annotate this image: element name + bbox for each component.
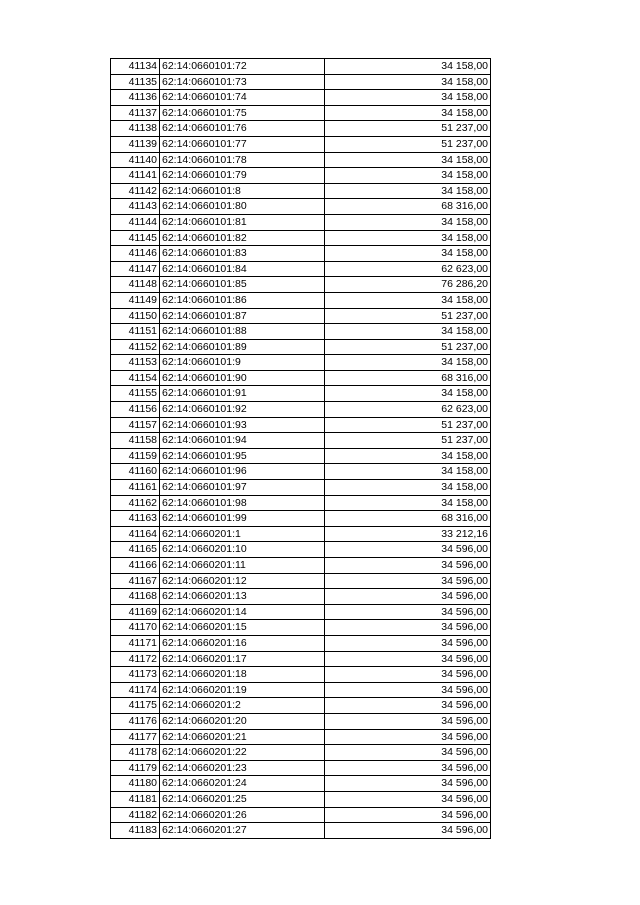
- table-row: [111, 433, 491, 449]
- value-cell: 68 316,00: [325, 511, 491, 527]
- table-row: [111, 651, 491, 667]
- row-id-cell: 41142: [111, 183, 160, 199]
- value-cell: 34 158,00: [325, 230, 491, 246]
- value-cell: 34 596,00: [325, 573, 491, 589]
- value-cell: 34 596,00: [325, 604, 491, 620]
- cadastral-number-cell: 62:14:0660101:73: [160, 74, 325, 90]
- cadastral-number-cell: 62:14:0660201:19: [160, 682, 325, 698]
- table-row: [111, 230, 491, 246]
- cadastral-number-cell: 62:14:0660201:21: [160, 729, 325, 745]
- row-id-cell: 41172: [111, 651, 160, 667]
- row-id-cell: 41175: [111, 698, 160, 714]
- cadastral-number-cell: 62:14:0660101:81: [160, 214, 325, 230]
- table-row: [111, 105, 491, 121]
- value-cell: 34 158,00: [325, 74, 491, 90]
- cadastral-number-cell: 62:14:0660101:78: [160, 152, 325, 168]
- cadastral-number-cell: 62:14:0660201:27: [160, 823, 325, 839]
- cadastral-number-cell: 62:14:0660201:1: [160, 526, 325, 542]
- row-id-cell: 41159: [111, 448, 160, 464]
- row-id-cell: 41179: [111, 760, 160, 776]
- cadastral-number-cell: 62:14:0660201:11: [160, 558, 325, 574]
- table-row: [111, 729, 491, 745]
- row-id-cell: 41168: [111, 589, 160, 605]
- value-cell: 33 212,16: [325, 526, 491, 542]
- table-row: [111, 136, 491, 152]
- value-cell: 34 158,00: [325, 448, 491, 464]
- table-row: [111, 573, 491, 589]
- row-id-cell: 41137: [111, 105, 160, 121]
- cadastral-number-cell: 62:14:0660201:10: [160, 542, 325, 558]
- value-cell: 68 316,00: [325, 370, 491, 386]
- cadastral-number-cell: 62:14:0660101:8: [160, 183, 325, 199]
- row-id-cell: 41173: [111, 667, 160, 683]
- cadastral-number-cell: 62:14:0660201:15: [160, 620, 325, 636]
- cadastral-number-cell: 62:14:0660201:25: [160, 791, 325, 807]
- table-row: [111, 121, 491, 137]
- row-id-cell: 41183: [111, 823, 160, 839]
- row-id-cell: 41158: [111, 433, 160, 449]
- cadastral-number-cell: 62:14:0660101:74: [160, 90, 325, 106]
- row-id-cell: 41166: [111, 558, 160, 574]
- row-id-cell: 41164: [111, 526, 160, 542]
- value-cell: 34 158,00: [325, 105, 491, 121]
- row-id-cell: 41180: [111, 776, 160, 792]
- value-cell: 51 237,00: [325, 136, 491, 152]
- cadastral-number-cell: 62:14:0660101:96: [160, 464, 325, 480]
- table-row: [111, 635, 491, 651]
- table-row: [111, 480, 491, 496]
- row-id-cell: 41148: [111, 277, 160, 293]
- row-id-cell: 41156: [111, 402, 160, 418]
- table-row: [111, 620, 491, 636]
- table-row: [111, 667, 491, 683]
- cadastral-number-cell: 62:14:0660201:16: [160, 635, 325, 651]
- value-cell: 51 237,00: [325, 417, 491, 433]
- data-table: [110, 58, 491, 839]
- cadastral-number-cell: 62:14:0660101:99: [160, 511, 325, 527]
- row-id-cell: 41169: [111, 604, 160, 620]
- row-id-cell: 41135: [111, 74, 160, 90]
- row-id-cell: 41165: [111, 542, 160, 558]
- cadastral-number-cell: 62:14:0660101:90: [160, 370, 325, 386]
- cadastral-number-cell: 62:14:0660101:82: [160, 230, 325, 246]
- row-id-cell: 41144: [111, 214, 160, 230]
- value-cell: 34 596,00: [325, 713, 491, 729]
- value-cell: 34 596,00: [325, 651, 491, 667]
- value-cell: 34 158,00: [325, 292, 491, 308]
- cadastral-number-cell: 62:14:0660201:18: [160, 667, 325, 683]
- cadastral-number-cell: 62:14:0660101:76: [160, 121, 325, 137]
- row-id-cell: 41141: [111, 168, 160, 184]
- row-id-cell: 41136: [111, 90, 160, 106]
- table-row: [111, 604, 491, 620]
- value-cell: 34 596,00: [325, 698, 491, 714]
- table-row: [111, 713, 491, 729]
- cadastral-number-cell: 62:14:0660201:17: [160, 651, 325, 667]
- row-id-cell: 41170: [111, 620, 160, 636]
- value-cell: 51 237,00: [325, 339, 491, 355]
- table-row: [111, 511, 491, 527]
- row-id-cell: 41174: [111, 682, 160, 698]
- cadastral-number-cell: 62:14:0660101:80: [160, 199, 325, 215]
- table-row: [111, 292, 491, 308]
- value-cell: 34 158,00: [325, 168, 491, 184]
- value-cell: 51 237,00: [325, 433, 491, 449]
- table-row: [111, 823, 491, 839]
- table-row: [111, 542, 491, 558]
- table-row: [111, 791, 491, 807]
- value-cell: 34 596,00: [325, 635, 491, 651]
- table-row: [111, 370, 491, 386]
- cadastral-number-cell: 62:14:0660201:24: [160, 776, 325, 792]
- cadastral-number-cell: 62:14:0660101:75: [160, 105, 325, 121]
- value-cell: 62 623,00: [325, 261, 491, 277]
- value-cell: 34 596,00: [325, 791, 491, 807]
- row-id-cell: 41152: [111, 339, 160, 355]
- row-id-cell: 41157: [111, 417, 160, 433]
- cadastral-number-cell: 62:14:0660101:72: [160, 59, 325, 75]
- value-cell: 34 158,00: [325, 355, 491, 371]
- row-id-cell: 41163: [111, 511, 160, 527]
- cadastral-number-cell: 62:14:0660101:88: [160, 324, 325, 340]
- table-row: [111, 807, 491, 823]
- row-id-cell: 41167: [111, 573, 160, 589]
- table-row: [111, 526, 491, 542]
- row-id-cell: 41176: [111, 713, 160, 729]
- value-cell: 34 158,00: [325, 495, 491, 511]
- cadastral-number-cell: 62:14:0660101:79: [160, 168, 325, 184]
- cadastral-number-cell: 62:14:0660101:93: [160, 417, 325, 433]
- cadastral-number-cell: 62:14:0660101:77: [160, 136, 325, 152]
- value-cell: 51 237,00: [325, 308, 491, 324]
- cadastral-number-cell: 62:14:0660101:97: [160, 480, 325, 496]
- cadastral-number-cell: 62:14:0660101:94: [160, 433, 325, 449]
- table-row: [111, 355, 491, 371]
- row-id-cell: 41154: [111, 370, 160, 386]
- table-row: [111, 199, 491, 215]
- value-cell: 62 623,00: [325, 402, 491, 418]
- table-row: [111, 760, 491, 776]
- value-cell: 34 596,00: [325, 558, 491, 574]
- cadastral-number-cell: 62:14:0660201:2: [160, 698, 325, 714]
- row-id-cell: 41143: [111, 199, 160, 215]
- data-table-body: [111, 59, 491, 839]
- table-row: [111, 308, 491, 324]
- table-row: [111, 183, 491, 199]
- cadastral-number-cell: 62:14:0660101:91: [160, 386, 325, 402]
- row-id-cell: 41150: [111, 308, 160, 324]
- table-row: [111, 464, 491, 480]
- table-row: [111, 698, 491, 714]
- cadastral-number-cell: 62:14:0660101:86: [160, 292, 325, 308]
- cadastral-number-cell: 62:14:0660101:92: [160, 402, 325, 418]
- value-cell: 34 596,00: [325, 776, 491, 792]
- table-row: [111, 402, 491, 418]
- cadastral-number-cell: 62:14:0660201:20: [160, 713, 325, 729]
- row-id-cell: 41147: [111, 261, 160, 277]
- value-cell: 34 596,00: [325, 542, 491, 558]
- value-cell: 34 158,00: [325, 183, 491, 199]
- table-row: [111, 448, 491, 464]
- value-cell: 34 158,00: [325, 246, 491, 262]
- table-row: [111, 495, 491, 511]
- cadastral-number-cell: 62:14:0660201:13: [160, 589, 325, 605]
- cadastral-number-cell: 62:14:0660201:23: [160, 760, 325, 776]
- value-cell: 68 316,00: [325, 199, 491, 215]
- value-cell: 34 596,00: [325, 682, 491, 698]
- table-row: [111, 386, 491, 402]
- table-row: [111, 745, 491, 761]
- value-cell: 34 158,00: [325, 480, 491, 496]
- row-id-cell: 41140: [111, 152, 160, 168]
- cadastral-number-cell: 62:14:0660201:14: [160, 604, 325, 620]
- table-row: [111, 682, 491, 698]
- table-row: [111, 59, 491, 75]
- table-row: [111, 261, 491, 277]
- cadastral-number-cell: 62:14:0660201:26: [160, 807, 325, 823]
- table-row: [111, 339, 491, 355]
- value-cell: 34 158,00: [325, 152, 491, 168]
- value-cell: 34 596,00: [325, 823, 491, 839]
- table-row: [111, 558, 491, 574]
- row-id-cell: 41181: [111, 791, 160, 807]
- table-row: [111, 74, 491, 90]
- row-id-cell: 41151: [111, 324, 160, 340]
- value-cell: 34 158,00: [325, 59, 491, 75]
- value-cell: 34 596,00: [325, 745, 491, 761]
- row-id-cell: 41145: [111, 230, 160, 246]
- value-cell: 34 596,00: [325, 589, 491, 605]
- cadastral-number-cell: 62:14:0660101:84: [160, 261, 325, 277]
- table-row: [111, 214, 491, 230]
- row-id-cell: 41146: [111, 246, 160, 262]
- row-id-cell: 41139: [111, 136, 160, 152]
- cadastral-number-cell: 62:14:0660101:85: [160, 277, 325, 293]
- table-row: [111, 152, 491, 168]
- row-id-cell: 41182: [111, 807, 160, 823]
- cadastral-number-cell: 62:14:0660101:83: [160, 246, 325, 262]
- table-row: [111, 417, 491, 433]
- row-id-cell: 41177: [111, 729, 160, 745]
- table-row: [111, 589, 491, 605]
- value-cell: 34 158,00: [325, 386, 491, 402]
- row-id-cell: 41160: [111, 464, 160, 480]
- row-id-cell: 41161: [111, 480, 160, 496]
- row-id-cell: 41138: [111, 121, 160, 137]
- row-id-cell: 41162: [111, 495, 160, 511]
- cadastral-number-cell: 62:14:0660101:98: [160, 495, 325, 511]
- row-id-cell: 41134: [111, 59, 160, 75]
- value-cell: 34 158,00: [325, 324, 491, 340]
- row-id-cell: 41178: [111, 745, 160, 761]
- value-cell: 34 158,00: [325, 464, 491, 480]
- value-cell: 76 286,20: [325, 277, 491, 293]
- cadastral-number-cell: 62:14:0660101:9: [160, 355, 325, 371]
- value-cell: 34 596,00: [325, 620, 491, 636]
- cadastral-number-cell: 62:14:0660101:95: [160, 448, 325, 464]
- value-cell: 34 596,00: [325, 667, 491, 683]
- value-cell: 34 158,00: [325, 214, 491, 230]
- table-row: [111, 246, 491, 262]
- value-cell: 34 158,00: [325, 90, 491, 106]
- value-cell: 51 237,00: [325, 121, 491, 137]
- cadastral-number-cell: 62:14:0660201:12: [160, 573, 325, 589]
- table-row: [111, 776, 491, 792]
- row-id-cell: 41171: [111, 635, 160, 651]
- cadastral-number-cell: 62:14:0660201:22: [160, 745, 325, 761]
- table-row: [111, 168, 491, 184]
- row-id-cell: 41153: [111, 355, 160, 371]
- cadastral-number-cell: 62:14:0660101:89: [160, 339, 325, 355]
- table-row: [111, 324, 491, 340]
- table-row: [111, 277, 491, 293]
- row-id-cell: 41149: [111, 292, 160, 308]
- table-row: [111, 90, 491, 106]
- cadastral-number-cell: 62:14:0660101:87: [160, 308, 325, 324]
- value-cell: 34 596,00: [325, 807, 491, 823]
- value-cell: 34 596,00: [325, 729, 491, 745]
- row-id-cell: 41155: [111, 386, 160, 402]
- value-cell: 34 596,00: [325, 760, 491, 776]
